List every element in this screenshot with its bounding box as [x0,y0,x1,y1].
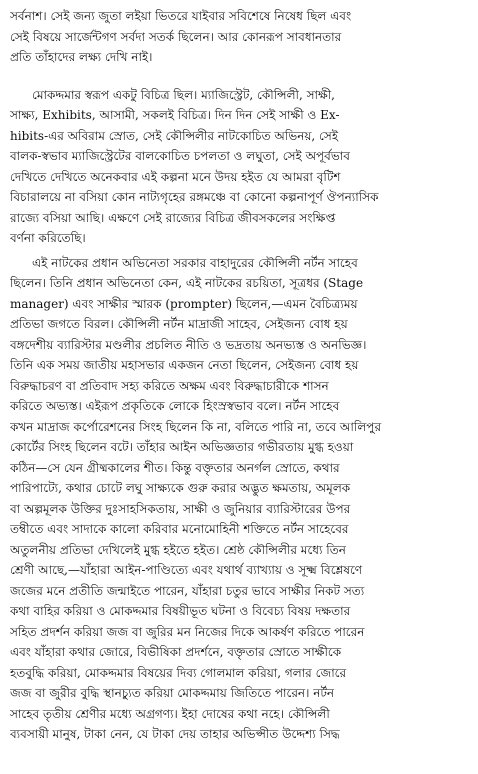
text-line: করিতে অভ্যস্ত। এইরূপ প্রকৃতিকে লোকে হিংস্রস্বভাব বলে। নর্টন সাহেব [10,399,340,413]
text-line: বর্ণনা করিতেছি। [10,231,86,245]
text-line: তম্বীতে এবং সাদাকে কালো করিবার মনোমোহিনী শক্তিতে নর্টন সাহেবের [10,522,349,536]
text-line: বা অল্পমূলক উক্তির দুঃসাহসিকতায়, সাক্ষী ও জুনিয়ার ব্যারিস্টারের উপর [10,501,351,516]
paragraph-spacer [10,68,470,85]
text-line: জজ বা জুরীর বুদ্ধি স্থানচ্যুত করিয়া মোকদ্দমায় জিতিতে পারেন। নর্টন [10,686,335,700]
text-line: এই নাটকের প্রধান অভিনেতা সরকার বাহাদুরের কৌন্সিলী নর্টন সাহেব [32,255,358,270]
text-line: শ্রেণী আছে,—যাঁহারা আইন-পাণ্ডিত্যে এবং যথার্থ ব্যাখ্যায় ও সূক্ষ্ম বিশ্লেষণে [10,563,363,577]
text-line: মোকদ্দমার স্বরূপ একটু বিচিত্র ছিল। ম্যাজিস্ট্রেট, কৌন্সিলী, সাক্ষী, [32,87,335,102]
text-line: জজের মনে প্রতীতি জন্মাইতে পারেন, যাঁহারা চতুর ভাবে সাক্ষীর নিকট সত্য [10,583,365,598]
text-line: সর্বনাশ। সেই জন্য জুতা লইয়া ভিতরে যাইবার সবিশেষে নিষেধ ছিল এবং [10,9,352,23]
text-line: এবং যাঁহারা কথার জোরে, বিভীষিকা প্রদর্শনে, বক্তৃতার স্রোতে সাক্ষীকে [10,645,342,659]
text-line: বালক-স্বভাব ম্যাজিস্ট্রেটের বালকোচিত চপলতা ও লঘুতা, সেই অপূর্বভাব [10,149,350,163]
text-line: hibits-এর অবিরাম স্রোত, সেই কৌন্সিলীর নাটকোচিত অভিনয়, সেই [10,128,339,143]
paragraph-1 [10,6,470,68]
text-line: কোর্টের সিংহ ছিলেন বটে। তাঁহার আইন অভিজ্ঞতার গভীরতায় মুগ্ধ হওয়া [10,440,354,454]
text-line: কথা বাহির করিয়া ও মোকদ্দমার বিষয়ীভূত ঘটনা ও বিবেচ্য বিষয় দক্ষতার [10,604,351,618]
text-line: ব্যবসায়ী মানুষ, টাকা নেন, যে টাকা দেয় তাহার অভিপ্সীত উদ্দেশ্য সিদ্ধ [10,727,340,741]
text-line: বিচারালয়ে না বসিয়া কোন নাট্যগৃহের রঙ্গমঞ্চে বা কোনো কল্পনাপূর্ণ ঔপন্যাসিক [10,190,379,204]
text-line: সহিত প্রদর্শন করিয়া জজ বা জুরির মন নিজের দিকে আকর্ষণ করিতে পারেন [10,624,365,639]
text-line: manager) এবং সাক্ষীর স্মারক (prompter) ছিলেন,—এমন বৈচিত্র্যময় [10,296,358,311]
text-line: সাক্ষ্য, Exhibits, আসামী, সকলই বিচিত্র। দিন দিন সেই সাক্ষী ও Ex- [10,108,340,122]
text-line: প্রতিভা জগতে বিরল। কৌন্সিলী নর্টন মাদ্রাজী সাহেব, সেইজন্য বোধ হয় [10,317,348,331]
text-line: বিরুদ্ধাচরণ বা প্রতিবাদ সহ্য করিতে অক্ষম এবং বিরুদ্ধাচারীকে শাসন [10,378,329,393]
text-line: বঙ্গদেশীয় ব্যারিস্টার মণ্ডলীর প্রচলিত নীতি ও ভদ্রতায় অনভ্যস্ত ও অনভিজ্ঞ। [10,337,367,352]
text-line: দেখিতে দেখিতে অনেকবার এই কল্পনা মনে উদয় হইত যে আমরা বৃটিশ [10,169,341,184]
text-line: তিনি এক সময় জাতীয় মহাসভার একজন নেতা ছিলেন, সেইজন্য বোধ হয় [10,358,359,372]
paragraph-2 [10,85,470,249]
text-line: সেই বিষয়ে সার্জেন্টগণ সর্বদা সতর্ক ছিলেন। আর কোনরূপ সাবধানতার [10,29,342,44]
text-line: প্রতি তাঁহাদের লক্ষ্য দেখি নাই। [10,50,153,64]
text-line: হতবুদ্ধি করিয়া, মোকদ্দমার বিষয়ের দিব্য গোলমাল করিয়া, গলার জোরে [10,665,347,680]
document-page [10,6,470,745]
text-line: পারিপাট্যে, কথার চোটে লঘু সাক্ষ্যকে গুরু করার অদ্ভুত ক্ষমতায়, অমূলক [10,481,351,495]
paragraph-3 [10,253,470,745]
text-line: রাজ্যে বসিয়া আছি। এক্ষণে সেই রাজ্যের বিচিত্র জীবসকলের সংক্ষিপ্ত [10,210,336,225]
text-line: সাহেব তৃতীয় শ্রেণীর মধ্যে অগ্রগণ্য। ইহা দোষের কথা নহে। কৌন্সিলী [10,706,330,721]
text-line: অতুলনীয় প্রতিভা দেখিলেই মুগ্ধ হইতে হইত। শ্রেষ্ঠ কৌন্সিলীর মধ্যে তিন [10,542,346,557]
text-line: ছিলেন। তিনি প্রধান অভিনেতা কেন, এই নাটকের রচয়িতা, সূত্রধর (Stage [10,276,364,290]
text-line: কঠিন—সে যেন গ্রীষ্মকালের শীত। কিন্তু বক্তৃতার অনর্গল স্রোতে, কথার [10,460,340,475]
text-line: কখন মাদ্রাজ কর্পোরেশনের সিংহ ছিলেন কি না, বলিতে পারি না, তবে আলিপুর [10,419,382,434]
